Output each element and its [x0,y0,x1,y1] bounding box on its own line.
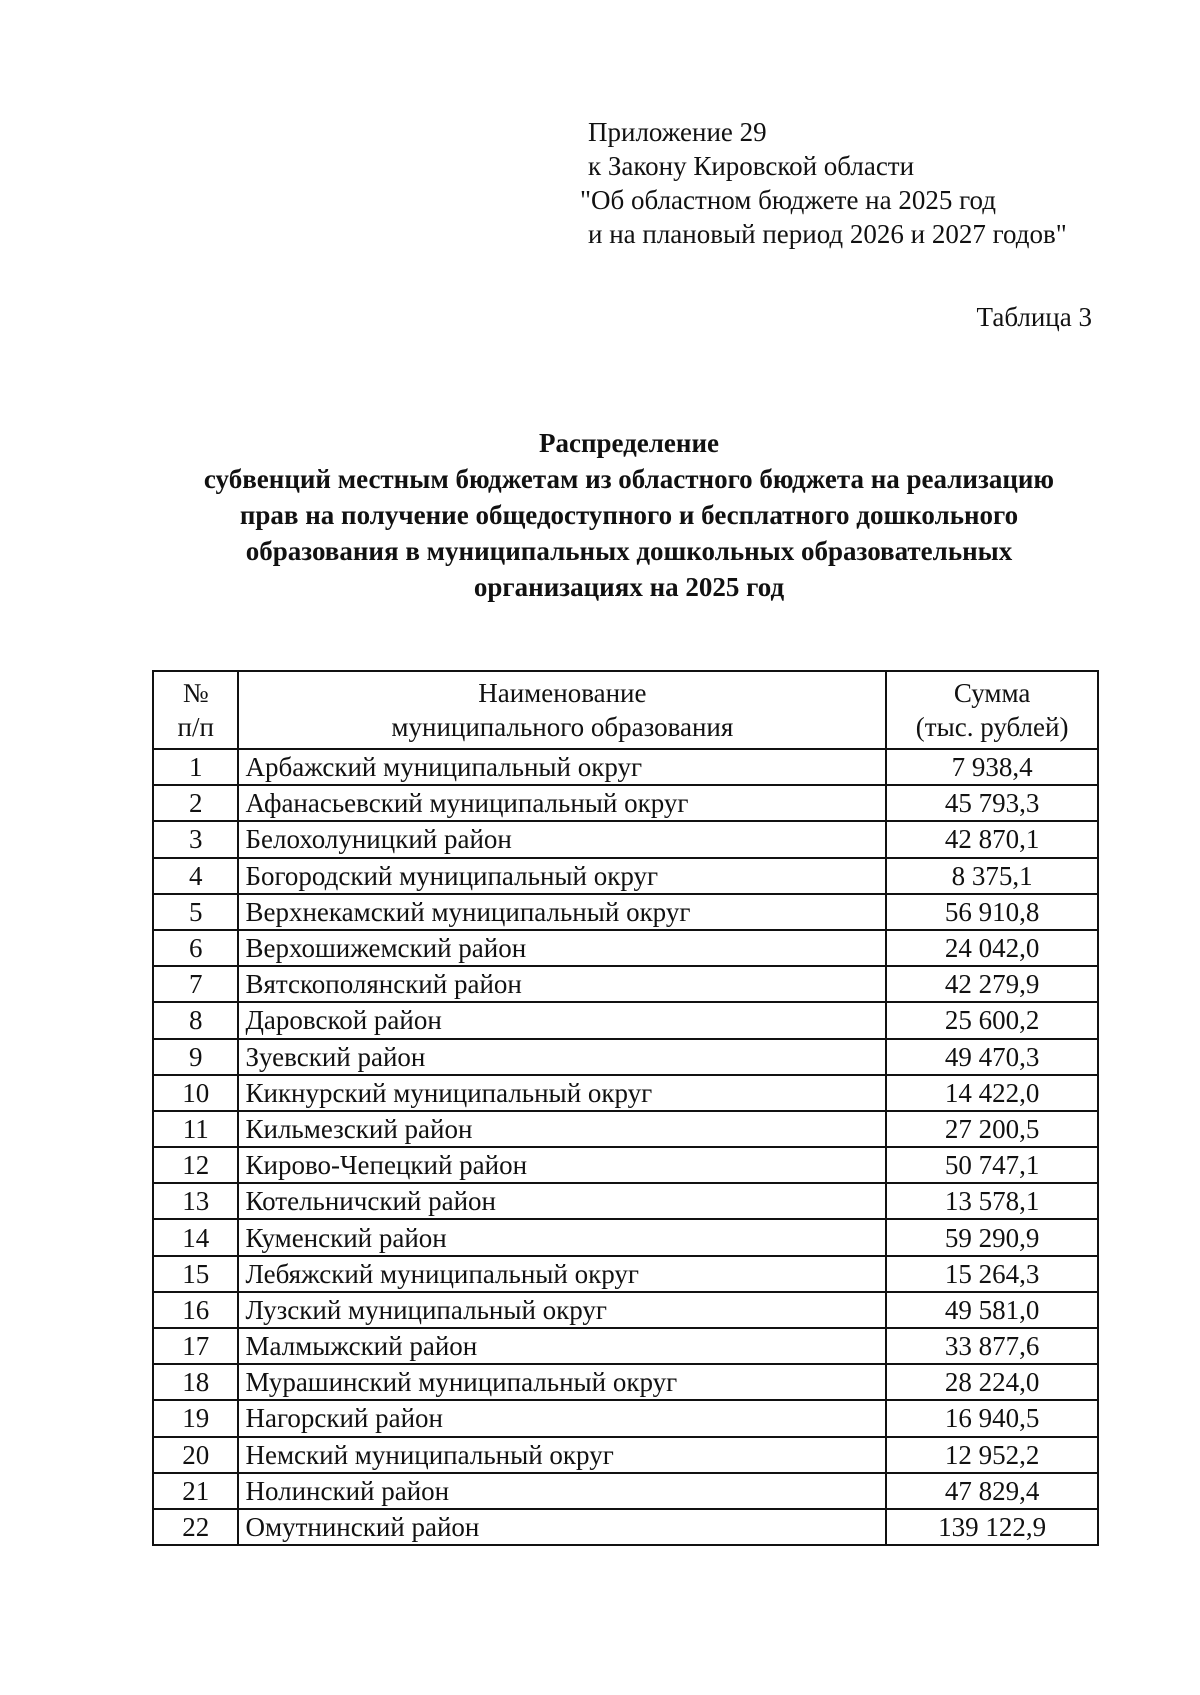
row-municipality-name: Белохолуницкий район [238,821,886,857]
heading-line-3: прав на получение общедоступного и бесплатного дошкольного [239,500,1019,530]
table-row [153,785,1098,821]
row-municipality-name: Куменский район [238,1219,886,1255]
row-number: 19 [153,1400,238,1436]
row-municipality-name: Омутнинский район [238,1509,886,1545]
row-municipality-name: Кирово-Чепецкий район [238,1147,886,1183]
row-municipality-name: Верхошижемский район [238,930,886,966]
row-sum: 139 122,9 [886,1509,1098,1545]
row-sum: 56 910,8 [886,894,1098,930]
table-row [153,1183,1098,1219]
table-row [153,1219,1098,1255]
table-row [153,858,1098,894]
appendix-line-1: Приложение 29 [588,117,767,147]
header-number-line-2: п/п [177,712,214,742]
row-sum: 49 581,0 [886,1292,1098,1328]
row-sum: 24 042,0 [886,930,1098,966]
header-sum-line-1: Сумма [953,678,1031,708]
header-number [153,671,238,749]
appendix-reference [580,115,1067,251]
table-row [153,1437,1098,1473]
row-sum: 42 870,1 [886,821,1098,857]
row-municipality-name: Мурашинский муниципальный округ [238,1364,886,1400]
row-municipality-name: Котельничский район [238,1183,886,1219]
row-municipality-name: Верхнекамский муниципальный округ [238,894,886,930]
row-municipality-name: Арбажский муниципальный округ [238,749,886,785]
table-row [153,1473,1098,1509]
row-municipality-name: Нагорский район [238,1400,886,1436]
row-number: 22 [153,1509,238,1545]
row-sum: 13 578,1 [886,1183,1098,1219]
row-number: 17 [153,1328,238,1364]
row-number: 7 [153,966,238,1002]
row-municipality-name: Богородский муниципальный округ [238,858,886,894]
row-sum: 27 200,5 [886,1111,1098,1147]
row-number: 10 [153,1075,238,1111]
row-municipality-name: Лузский муниципальный округ [238,1292,886,1328]
heading-line-2: субвенций местным бюджетам из областного бюджета на реализацию [203,464,1055,494]
table-row [153,1328,1098,1364]
row-sum: 16 940,5 [886,1400,1098,1436]
row-sum: 28 224,0 [886,1364,1098,1400]
table-row [153,966,1098,1002]
header-name-line-2: муниципального образования [391,712,734,742]
row-sum: 50 747,1 [886,1147,1098,1183]
row-number: 3 [153,821,238,857]
row-number: 18 [153,1364,238,1400]
row-sum: 45 793,3 [886,785,1098,821]
appendix-line-4: и на плановый период 2026 и 2027 годов" [588,219,1067,249]
row-sum: 49 470,3 [886,1039,1098,1075]
row-sum: 25 600,2 [886,1002,1098,1038]
table-row [153,1002,1098,1038]
row-sum: 14 422,0 [886,1075,1098,1111]
row-number: 1 [153,749,238,785]
heading-line-1: Распределение [538,428,720,458]
row-municipality-name: Лебяжский муниципальный округ [238,1256,886,1292]
row-number: 9 [153,1039,238,1075]
table-body [153,749,1098,1545]
table-row [153,894,1098,930]
row-number: 16 [153,1292,238,1328]
row-sum: 42 279,9 [886,966,1098,1002]
table-row [153,1292,1098,1328]
table-row [153,1364,1098,1400]
row-number: 21 [153,1473,238,1509]
row-number: 2 [153,785,238,821]
row-number: 12 [153,1147,238,1183]
header-sum [886,671,1098,749]
row-municipality-name: Вятскополянский район [238,966,886,1002]
table-header-row [153,671,1098,749]
row-municipality-name: Афанасьевский муниципальный округ [238,785,886,821]
row-municipality-name: Малмыжский район [238,1328,886,1364]
table-row [153,1509,1098,1545]
row-number: 15 [153,1256,238,1292]
distribution-table [152,670,1099,1546]
row-municipality-name: Нолинский район [238,1473,886,1509]
row-number: 20 [153,1437,238,1473]
appendix-line-2: к Закону Кировской области [588,151,915,181]
table-row [153,1147,1098,1183]
table-row [153,821,1098,857]
row-sum: 15 264,3 [886,1256,1098,1292]
heading-line-5: организациях на 2025 год [473,572,785,602]
row-municipality-name: Даровской район [238,1002,886,1038]
table-row [153,1111,1098,1147]
header-number-line-1: № [182,678,209,708]
row-number: 4 [153,858,238,894]
row-number: 5 [153,894,238,930]
row-sum: 7 938,4 [886,749,1098,785]
table-row [153,749,1098,785]
row-sum: 33 877,6 [886,1328,1098,1364]
row-number: 8 [153,1002,238,1038]
row-municipality-name: Зуевский район [238,1039,886,1075]
header-sum-line-2: (тыс. рублей) [915,712,1069,742]
row-sum: 12 952,2 [886,1437,1098,1473]
row-number: 14 [153,1219,238,1255]
table-row [153,1039,1098,1075]
row-number: 6 [153,930,238,966]
header-name-line-1: Наименование [478,678,647,708]
row-number: 11 [153,1111,238,1147]
table-row [153,1400,1098,1436]
table-row [153,1075,1098,1111]
row-sum: 47 829,4 [886,1473,1098,1509]
appendix-line-3: "Об областном бюджете на 2025 год [580,185,996,215]
row-municipality-name: Немский муниципальный округ [238,1437,886,1473]
table-row [153,930,1098,966]
row-municipality-name: Кильмезский район [238,1111,886,1147]
table-row [153,1256,1098,1292]
header-name [238,671,886,749]
table-label: Таблица 3 [976,302,1092,332]
row-sum: 59 290,9 [886,1219,1098,1255]
row-sum: 8 375,1 [886,858,1098,894]
document-heading [0,425,1200,605]
row-municipality-name: Кикнурский муниципальный округ [238,1075,886,1111]
heading-line-4: образования в муниципальных дошкольных образовательных [245,536,1013,566]
row-number: 13 [153,1183,238,1219]
